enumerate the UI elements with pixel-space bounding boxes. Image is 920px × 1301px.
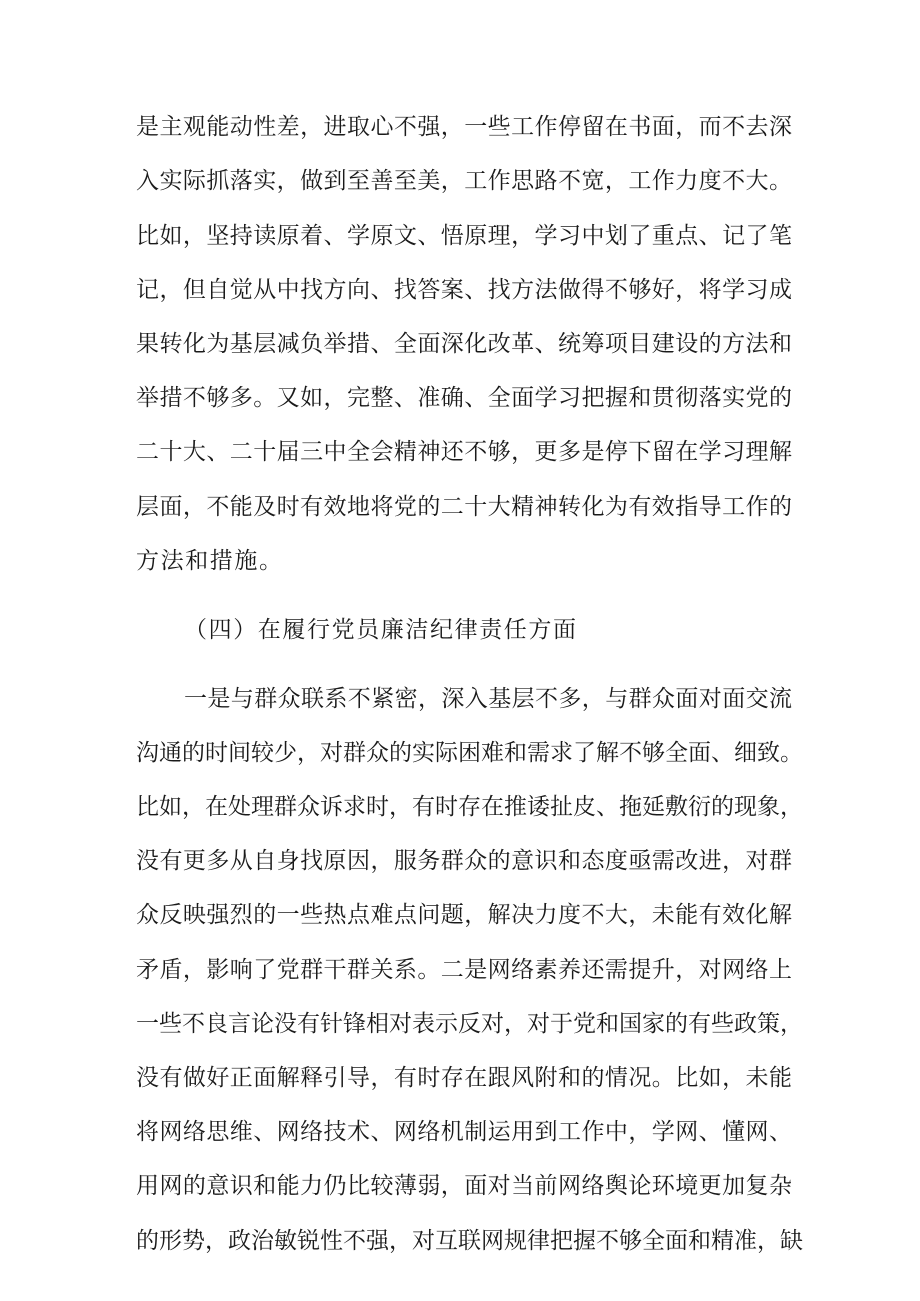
paragraph-line: 入实际抓落实，做到至善至美，工作思路不宽，工作力度不大。 xyxy=(136,168,792,194)
paragraph-line: 矛盾，影响了党群干群关系。二是网络素养还需提升，对网络上 xyxy=(136,957,792,983)
paragraph-line: 层面，不能及时有效地将党的二十大精神转化为有效指导工作的 xyxy=(136,494,792,520)
paragraph-line: 沟通的时间较少，对群众的实际困难和需求了解不够全面、细致。 xyxy=(136,740,803,766)
paragraph-line: 是主观能动性差，进取心不强，一些工作停留在书面，而不去深 xyxy=(136,114,792,140)
paragraph-line: 举措不够多。又如，完整、准确、全面学习把握和贯彻落实党的 xyxy=(136,385,792,411)
paragraph-line: 将网络思维、网络技术、网络机制运用到工作中，学网、懂网、 xyxy=(136,1119,792,1145)
paragraph-line: 的形势，政治敏锐性不强，对互联网规律把握不够全面和精准，缺 xyxy=(136,1228,803,1254)
paragraph-line: 方法和措施。 xyxy=(136,548,284,574)
paragraph-line: 记，但自觉从中找方向、找答案、找方法做得不够好，将学习成 xyxy=(136,277,792,303)
paragraph-line: 果转化为基层减负举措、全面深化改革、统筹项目建设的方法和 xyxy=(136,331,792,357)
section-heading: （四）在履行党员廉洁纪律责任方面 xyxy=(184,617,578,643)
paragraph-line: 比如，在处理群众诉求时，有时存在推诿扯皮、拖延敷衍的现象， xyxy=(136,794,803,820)
paragraph-line: 二十大、二十届三中全会精神还不够，更多是停下留在学习理解 xyxy=(136,439,792,465)
paragraph-line: 一些不良言论没有针锋相对表示反对，对于党和国家的有些政策， xyxy=(136,1011,803,1037)
paragraph-line: 没有做好正面解释引导，有时存在跟风附和的情况。比如，未能 xyxy=(136,1065,792,1091)
paragraph-line: 一是与群众联系不紧密，深入基层不多，与群众面对面交流 xyxy=(184,686,792,712)
paragraph-line: 比如，坚持读原着、学原文、悟原理，学习中划了重点、记了笔 xyxy=(136,223,792,249)
paragraph-line: 没有更多从自身找原因，服务群众的意识和态度亟需改进，对群 xyxy=(136,848,792,874)
paragraph-line: 用网的意识和能力仍比较薄弱，面对当前网络舆论环境更加复杂 xyxy=(136,1173,792,1199)
paragraph-line: 众反映强烈的一些热点难点问题，解决力度不大，未能有效化解 xyxy=(136,902,792,928)
